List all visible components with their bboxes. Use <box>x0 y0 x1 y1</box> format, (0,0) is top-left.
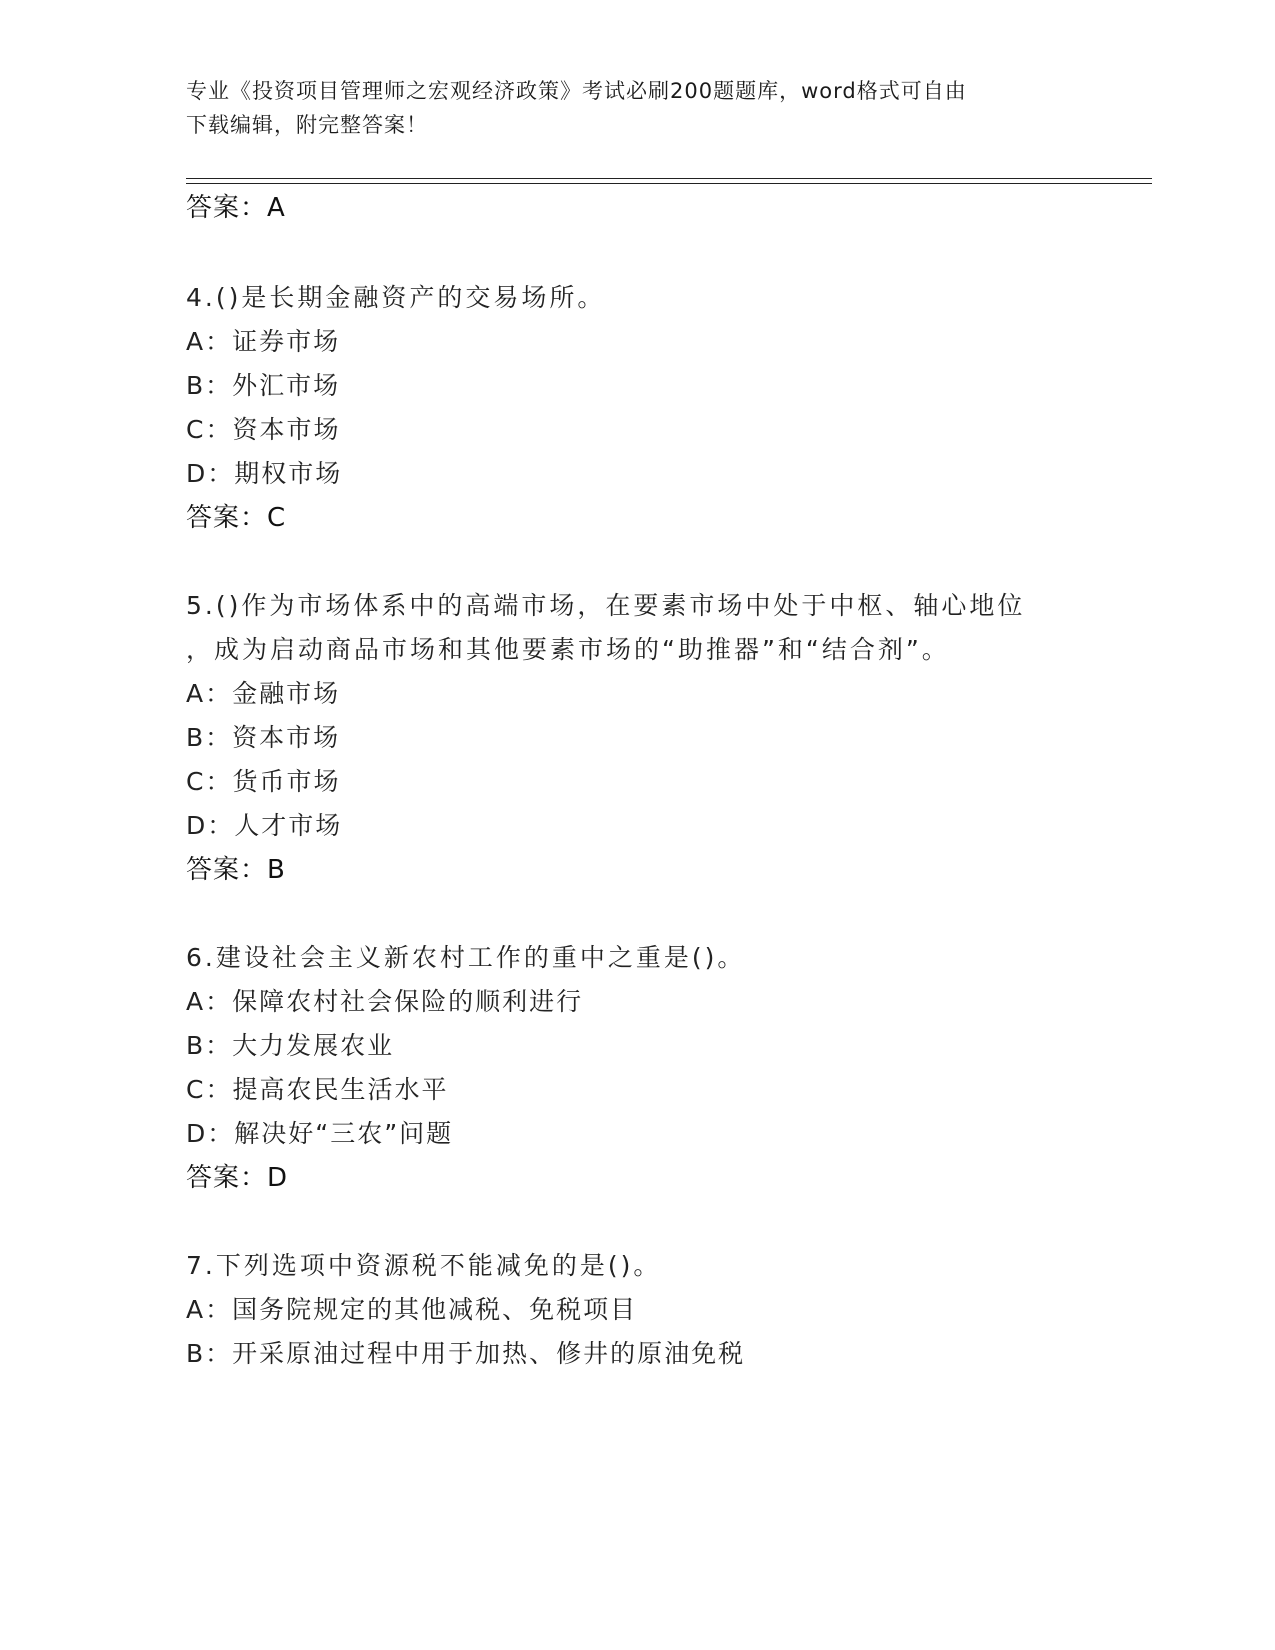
header-line-1: 专业《投资项目管理师之宏观经济政策》考试必刷200题题库，word格式可自由 <box>186 79 967 103</box>
answer-q5: 答案：B <box>186 855 286 885</box>
answer-q3: 答案：A <box>186 193 286 223</box>
q5-option-b: B：资本市场 <box>186 723 341 752</box>
question-6: 6.建设社会主义新农村工作的重中之重是()。 <box>186 943 746 972</box>
header-line-2: 下载编辑，附完整答案！ <box>186 113 428 137</box>
q6-option-d: D：解决好“三农”问题 <box>186 1119 454 1148</box>
q4-option-a: A：证券市场 <box>186 327 341 356</box>
question-5-line-2: ，成为启动商品市场和其他要素市场的“助推器”和“结合剂”。 <box>186 635 950 664</box>
header-rule-bottom <box>186 183 1152 184</box>
question-5-line-1: 5.()作为市场体系中的高端市场，在要素市场中处于中枢、轴心地位 <box>186 591 1026 620</box>
q4-option-c: C：资本市场 <box>186 415 341 444</box>
q5-option-c: C：货币市场 <box>186 767 341 796</box>
q5-option-a: A：金融市场 <box>186 679 341 708</box>
q7-option-a: A：国务院规定的其他减税、免税项目 <box>186 1295 638 1324</box>
header-rule-top <box>186 178 1152 179</box>
answer-q6: 答案：D <box>186 1163 289 1193</box>
document-header <box>186 74 1066 142</box>
q4-option-d: D：期权市场 <box>186 459 343 488</box>
question-4: 4.()是长期金融资产的交易场所。 <box>186 283 606 312</box>
q6-option-c: C：提高农民生活水平 <box>186 1075 449 1104</box>
q4-option-b: B：外汇市场 <box>186 371 341 400</box>
q6-option-a: A：保障农村社会保险的顺利进行 <box>186 987 584 1016</box>
q5-option-d: D：人才市场 <box>186 811 343 840</box>
q6-option-b: B：大力发展农业 <box>186 1031 395 1060</box>
answer-q4: 答案：C <box>186 503 287 533</box>
q7-option-b: B：开采原油过程中用于加热、修井的原油免税 <box>186 1339 746 1368</box>
question-7: 7.下列选项中资源税不能减免的是()。 <box>186 1251 662 1280</box>
